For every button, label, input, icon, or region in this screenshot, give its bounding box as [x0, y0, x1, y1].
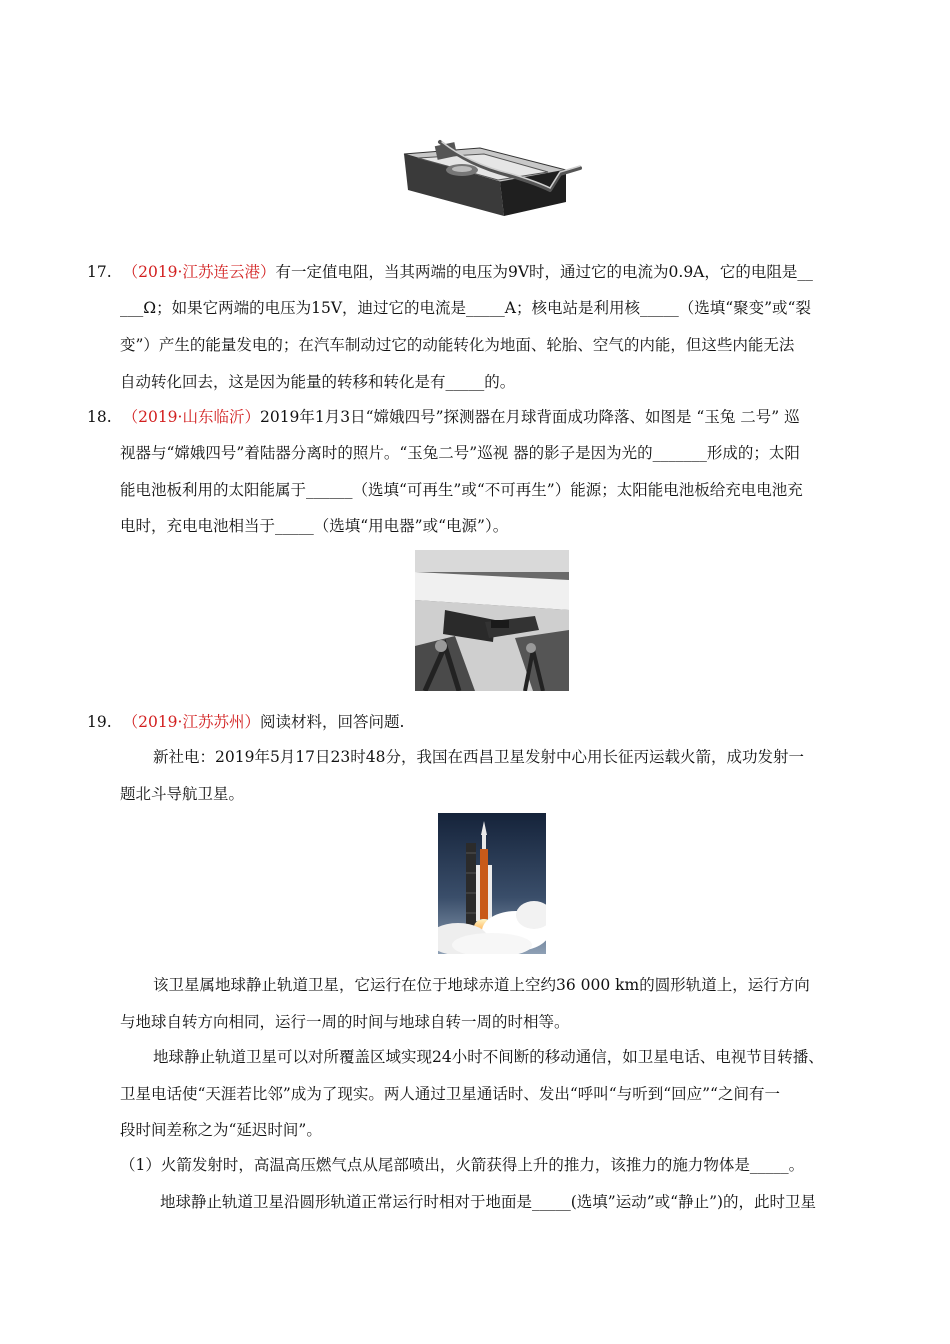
- q18-text-line: 能电池板利用的太阳能属于______（选填“可再生”或“不可再生”）能源；太阳能电池板给充电电池充: [120, 481, 803, 499]
- rocket-launch-photo: [438, 813, 546, 954]
- q18-text-line: 视器与“嫦娥四号”着陆器分离时的照片。“玉兔二号”巡视 器的影子是因为光的_______形成的；太阳: [120, 444, 800, 462]
- paragraph-line: 题北斗导航卫星。: [120, 785, 245, 803]
- paragraph-line: 与地球自转方向相同，运行一周的时间与地球自转一周的时相等。: [120, 1013, 570, 1031]
- q17-text-line: 自动转化回去，这是因为能量的转移和转化是有_____的。: [120, 373, 516, 391]
- q17-text-line: 变”）产生的能量发电的；在汽车制动过它的动能转化为地面、轮胎、空气的内能，但这些内能无法: [120, 336, 795, 354]
- q17-text-line: 有一定值电阻，当其两端的电压为9V时，通过它的电流为0.9A，它的电阻是__: [275, 263, 813, 281]
- paragraph-line: 新社电：2019年5月17日23时48分，我国在西昌卫星发射中心用长征丙运载火箭，成功发射一: [153, 748, 804, 766]
- q19-first-line: [87, 712, 404, 732]
- paragraph-line: 卫星电话使“天涯若比邻”成为了现实。两人通过卫星通话时、发出“呼叫“与听到“回应”“之间有一: [120, 1085, 780, 1103]
- q17-text-line: ___Ω；如果它两端的电压为15V，迪过它的电流是_____A；核电站是利用核_____（选填“聚变”或“裂: [120, 299, 811, 317]
- question-source: （2019·山东临沂）: [122, 408, 260, 426]
- knife-switch-figure: [400, 124, 585, 224]
- question-source: （2019·江苏苏州）: [122, 713, 260, 731]
- sub-question-2: 地球静止轨道卫星沿圆形轨道正常运行时相对于地面是_____(选填”运动”或“静止”)的，此时卫星: [160, 1193, 817, 1211]
- paragraph-line: 地球静止轨道卫星可以对所覆盖区域实现24小时不间断的移动通信，如卫星电话、电视节目转播、: [153, 1048, 824, 1066]
- lunar-rover-photo: [415, 550, 569, 691]
- question-source: （2019·江苏连云港）: [122, 263, 276, 281]
- q18-text-line: 电时，充电电池相当于_____（选填“用电器”或“电源”）。: [120, 517, 509, 535]
- q18-first-line: [87, 407, 800, 427]
- q19-intro: 阅读材料，回答问题.: [259, 713, 405, 731]
- question-number: 19.: [87, 713, 112, 731]
- q18-text-line: 2019年1月3日“嫦娥四号”探测器在月球背面成功降落、如图是 “玉兔 二号” 巡: [259, 408, 800, 426]
- question-number: 17.: [87, 263, 112, 281]
- q17-first-line: [87, 262, 813, 282]
- question-number: 18.: [87, 408, 112, 426]
- paragraph-line: 段时间差称之为“延迟时间”。: [120, 1121, 322, 1139]
- sub-question-1: （1）火箭发射时，高温高压燃气点从尾部喷出，火箭获得上升的推力，该推力的施力物体是_____。: [120, 1156, 805, 1174]
- paragraph-line: 该卫星属地球静止轨道卫星，它运行在位于地球赤道上空约36 000 km的圆形轨道上，运行方向: [153, 976, 810, 994]
